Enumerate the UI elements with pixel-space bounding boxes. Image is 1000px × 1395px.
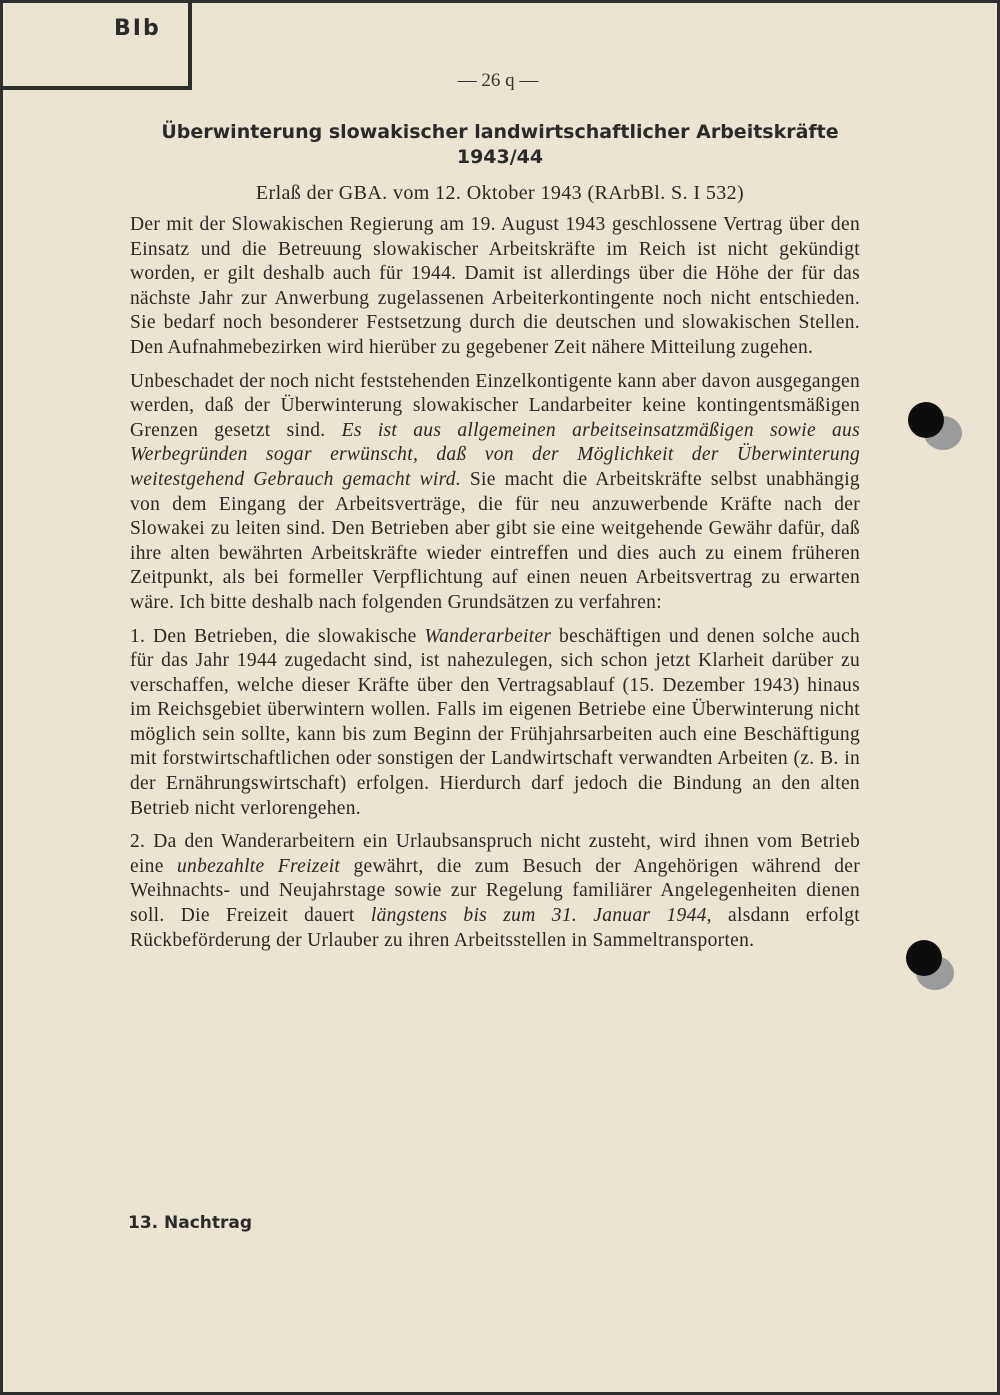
paragraph-2-italic: Es ist aus allgemeinen arbeitseinsatzmäßigen sowie aus Werbegründen sogar erwünscht, daß von der Möglichkeit der Überwinterung weitestgehend Gebrauch gemacht wird. (130, 419, 860, 490)
item-2-italic-1: unbezahlte Freizeit (177, 855, 341, 877)
item-2-text-a: 2. Da den Wanderarbeitern ein Urlaubsanspruch nicht zusteht, wird ihnen vom Betrieb eine (130, 831, 860, 877)
supplement-label: 13. Nachtrag (128, 1213, 253, 1233)
item-1-text-a: 1. Den Betrieben, die slowakische (130, 625, 425, 647)
title-line-2: 1943/44 (456, 146, 544, 168)
document-body (130, 213, 860, 962)
item-2-text-b: gewährt, die zum Besuch der Angehörigen während der Weihnachts- und Neujahrstage sowie zur Regelung familiärer Angelegenheiten dienen soll. Die Freizeit dauert (130, 855, 860, 927)
section-label: BIb (114, 16, 161, 41)
paragraph-2 (130, 370, 860, 616)
punch-hole-bottom (906, 940, 942, 976)
item-2-text-c: alsdann erfolgt Rückbeförderung der Urlauber zu ihren Arbeitsstellen in Sammeltransporten. (130, 905, 860, 951)
paragraph-1: Der mit der Slowakischen Regierung am 19. August 1943 geschlossene Vertrag über den Einsatz und die Betreuung slowakischer Arbeitskräfte im Reich ist nicht gekündigt worden, er gilt deshalb auch für 1944. Damit ist allerdings über die Höhe der für das nächste Jahr zur Anwerbung zugelassenen Arbeiterkontingente noch nicht entschieden. Sie bedarf noch besonderer Festsetzung durch die deutschen und slowakischen Stellen. Den Aufnahmebezirken wird hierüber zu gegebener Zeit nähere Mitteilung zugehen. (130, 214, 860, 358)
list-item-1 (130, 625, 860, 822)
decree-reference: Erlaß der GBA. vom 12. Oktober 1943 (RArbBl. S. I 532) (255, 182, 745, 204)
paragraph-2-text-a: Unbeschadet der noch nicht feststehenden Einzelkontigente kann aber davon ausgegangen werden, daß der Überwinterung slowakischer Landarbeiter keine kontingentsmäßigen Grenzen gesetzt sind. (130, 370, 860, 441)
paragraph-2-text-b: Sie macht die Arbeitskräfte selbst unabhängig von dem Eingang der Arbeitsverträge, die für neu anzuwerbende Kräfte nach der Slowakei zu leiten sind. Den Betrieben aber gibt sie eine weitgehende Gewähr dafür, daß ihre alten bewährten Arbeitskräfte wieder eintreffen und dies auch zu einem früheren Zeitpunkt, als bei formeller Verpflichtung auf einen neuen Arbeitsvertrag zu erwarten wäre. Ich bitte deshalb nach folgenden Grundsätzen zu verfahren: (130, 468, 860, 613)
item-1-text-b: beschäftigen und denen solche auch für das Jahr 1944 zugedacht sind, ist nahezulegen, sich schon jetzt Klarheit darüber zu verschaffen, welche dieser Kräfte über den Vertragsablauf (15. Dezember 1943) hinaus im Reichsgebiet überwintern wollen. Falls im eigenen Betriebe eine Überwinterung nicht möglich sein sollte, kann bis zum Beginn der Frühjahrsarbeiten auch eine Beschäftigung mit forstwirtschaftlichen oder sonstigen der Landwirtschaft verwandten Arbeiten (z. B. in der Ernährungswirtschaft) erfolgen. Hierdurch darf jedoch die Bindung an den alten Betrieb nicht verlorengehen. (130, 625, 860, 819)
punch-hole-top (908, 402, 944, 438)
list-item-2 (130, 830, 860, 953)
title-line-1: Überwinterung slowakischer landwirtschaftlicher Arbeitskräfte (161, 121, 839, 143)
item-1-italic: Wanderarbeiter (424, 625, 552, 647)
item-2-italic-2: längstens bis zum 31. Januar 1944, (370, 905, 712, 927)
page-number: — 26 q — (457, 70, 539, 91)
document-title (120, 120, 880, 170)
